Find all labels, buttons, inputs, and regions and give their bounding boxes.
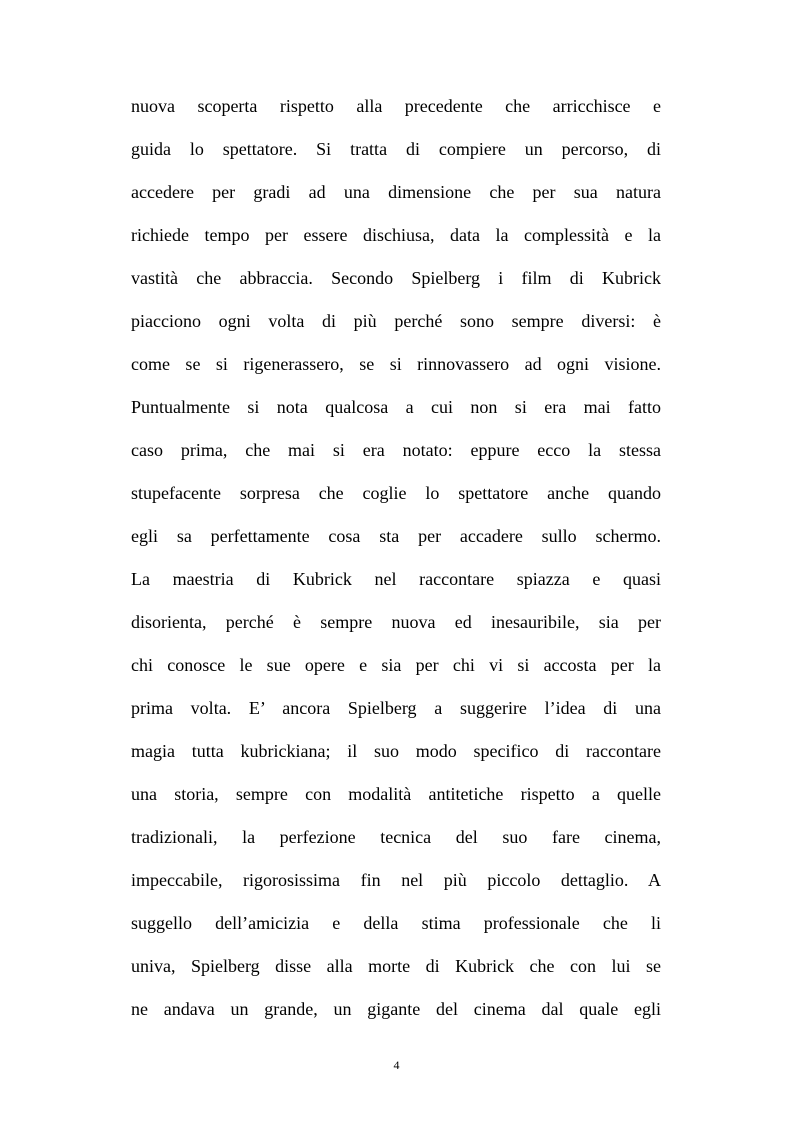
text-line: prima volta. E’ ancora Spielberg a suggerire l’idea di una (131, 698, 661, 718)
text-line: stupefacente sorpresa che coglie lo spettatore anche quando (131, 483, 661, 503)
text-line: caso prima, che mai si era notato: eppure ecco la stessa (131, 440, 661, 460)
text-line: egli sa perfettamente cosa sta per accadere sullo schermo. (131, 526, 661, 546)
text-line: vastità che abbraccia. Secondo Spielberg i film di Kubrick (131, 268, 661, 288)
text-line: una storia, sempre con modalità antitetiche rispetto a quelle (131, 784, 661, 804)
page-number: 4 (393, 1058, 400, 1072)
text-line: La maestria di Kubrick nel raccontare spiazza e quasi (131, 569, 661, 589)
text-line: piacciono ogni volta di più perché sono sempre diversi: è (131, 311, 661, 331)
text-line: impeccabile, rigorosissima fin nel più piccolo dettaglio. A (131, 870, 661, 890)
text-line: richiede tempo per essere dischiusa, data la complessità e la (131, 225, 661, 245)
text-line: guida lo spettatore. Si tratta di compiere un percorso, di (131, 139, 661, 159)
text-line: chi conosce le sue opere e sia per chi vi si accosta per la (131, 655, 661, 675)
text-line: magia tutta kubrickiana; il suo modo specifico di raccontare (131, 741, 661, 761)
text-line: accedere per gradi ad una dimensione che per sua natura (131, 182, 661, 202)
text-line: univa, Spielberg disse alla morte di Kubrick che con lui se (131, 956, 661, 976)
text-line: ne andava un grande, un gigante del cinema dal quale egli (131, 999, 661, 1019)
text-line: disorienta, perché è sempre nuova ed inesauribile, sia per (131, 612, 661, 632)
text-line: Puntualmente si nota qualcosa a cui non si era mai fatto (131, 397, 661, 417)
text-line: tradizionali, la perfezione tecnica del suo fare cinema, (131, 827, 661, 847)
text-line: nuova scoperta rispetto alla precedente che arricchisce e (131, 96, 661, 116)
body-text (131, 91, 661, 1037)
text-line: come se si rigenerassero, se si rinnovassero ad ogni visione. (131, 354, 661, 374)
text-line: suggello dell’amicizia e della stima professionale che li (131, 913, 661, 933)
